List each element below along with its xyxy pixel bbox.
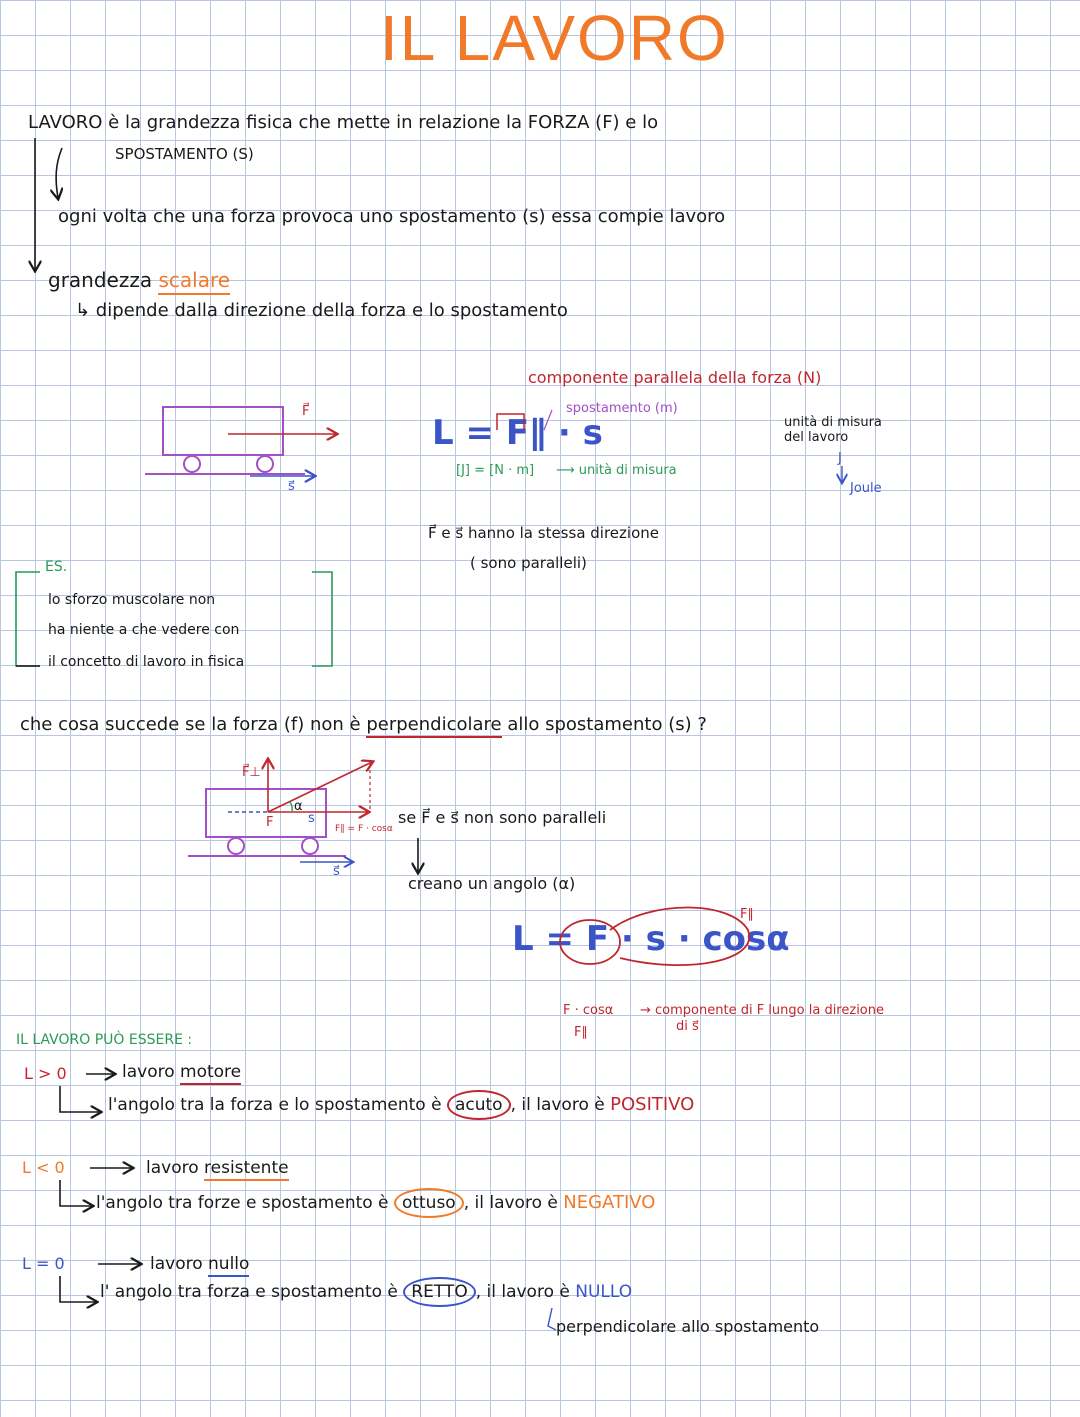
component-bracket: [497, 414, 524, 430]
case-null-angle: RETTO: [403, 1277, 475, 1307]
cart-body: [163, 407, 283, 455]
case-positive-cond: L > 0: [24, 1064, 67, 1083]
diagram-s-label: s: [308, 811, 315, 826]
case-positive-detail-mid: , il lavoro è: [510, 1095, 611, 1115]
formula-loop-small: [560, 920, 620, 964]
case3-extra-pointer: [548, 1308, 556, 1330]
angled-s-label: s⃗: [333, 864, 340, 879]
fpar-under: F∥: [574, 1025, 588, 1040]
case-null-detail-mid: , il lavoro è: [475, 1282, 576, 1302]
angle-note: creano un angolo (α): [408, 874, 576, 893]
angle-arc: [289, 802, 292, 812]
unit-joule: Joule: [850, 481, 882, 496]
page-title: IL LAVORO: [380, 2, 729, 74]
force-displacement-note: ogni volta che una forza provoca uno spostamento (s) essa compie lavoro: [58, 206, 726, 227]
case-null-cond: L = 0: [22, 1254, 65, 1273]
case1-hook: [60, 1086, 100, 1112]
unit-j: J: [838, 451, 842, 466]
case-negative-detail-mid: , il lavoro è: [463, 1193, 564, 1213]
component-label: componente parallela della forza (N): [528, 368, 822, 387]
perp-label: F⃗⊥: [242, 765, 261, 780]
scalar-prefix: grandezza: [48, 268, 159, 292]
work-formula-parallel: L = F∥ · s: [432, 413, 603, 453]
fpar-formula: F∥ = F · cosα: [335, 824, 393, 834]
units-formula: [J] = [N · m]: [456, 463, 535, 478]
case-negative-name-prefix: lavoro: [146, 1158, 205, 1178]
angled-cart-body: [206, 789, 326, 837]
angled-wheel-left: [228, 838, 244, 854]
case3-hook: [60, 1276, 96, 1302]
case-null-result: NULLO: [575, 1282, 633, 1302]
units-arrow: ⟶ unità di misura: [556, 463, 677, 478]
case-positive-name-prefix: lavoro: [122, 1062, 181, 1082]
case-null-extra: perpendicolare allo spostamento: [556, 1317, 820, 1336]
angled-force-arrow: [268, 762, 372, 812]
case-positive-result: POSITIVO: [610, 1094, 695, 1115]
case-negative-angle: ottuso: [394, 1188, 464, 1218]
case-null-detail-prefix: l' angolo tra forza e spostamento è: [100, 1282, 404, 1302]
example-bracket-left: [16, 572, 40, 666]
displacement-pointer: [544, 410, 552, 430]
question-prefix: che cosa succede se la forza (f) non è: [20, 714, 367, 735]
scalar-word: scalare: [158, 268, 230, 295]
displacement-label: spostamento (m): [566, 401, 678, 416]
case-null-name-word: nullo: [208, 1254, 249, 1277]
example-heading: ES.: [45, 559, 68, 575]
diagram-f-label: F: [266, 815, 274, 830]
lavoro-definition-line1: LAVORO è la grandezza fisica che mette in relazione la FORZA (F) e lo: [28, 112, 659, 133]
example-line1: lo sforzo muscolare non: [48, 592, 216, 608]
scalar-note: ↳ dipende dalla direzione della forza e lo spostamento: [75, 300, 568, 321]
parallel-note: ( sono paralleli): [470, 554, 587, 572]
lavoro-definition-line2: SPOSTAMENTO (S): [115, 145, 254, 163]
case-positive-angle: acuto: [447, 1090, 511, 1120]
same-direction-note: F⃗ e s⃗ hanno la stessa direzione: [428, 524, 659, 542]
cart-wheel-left: [184, 456, 200, 472]
example-bracket-right: [312, 572, 332, 666]
case-null-name-prefix: lavoro: [150, 1254, 209, 1274]
not-parallel-note: se F⃗ e s⃗ non sono paralleli: [398, 808, 607, 827]
case-positive-name-word: motore: [180, 1062, 241, 1085]
cases-heading: IL LAVORO PUÒ ESSERE :: [16, 1032, 193, 1048]
case2-hook: [60, 1180, 92, 1206]
fcos-arrow: → componente di F lungo la direzione: [640, 1003, 884, 1018]
case-positive-detail-prefix: l'angolo tra la forza e lo spostamento è: [108, 1095, 447, 1115]
case-negative-detail-prefix: l'angolo tra forze e spostamento è: [96, 1193, 394, 1213]
f-parallel-tag: F∥: [740, 907, 754, 922]
case-negative-cond: L < 0: [22, 1158, 65, 1177]
angled-wheel-right: [302, 838, 318, 854]
question-suffix: allo spostamento (s) ?: [501, 714, 707, 735]
case-negative-result: NEGATIVO: [563, 1192, 656, 1213]
s-label: s⃗: [288, 479, 295, 494]
intro-curved-arrow: [56, 148, 62, 198]
force-label: F⃗: [302, 404, 310, 419]
formula-loop-big: [610, 908, 749, 966]
cart-wheel-right: [257, 456, 273, 472]
fcos-of: di s⃗: [676, 1019, 699, 1034]
unit-title-2: del lavoro: [784, 430, 849, 445]
case-negative-name-word: resistente: [204, 1158, 289, 1181]
example-line2: ha niente a che vedere con: [48, 622, 240, 638]
fcos-label: F · cosα: [563, 1003, 614, 1018]
example-line3: il concetto di lavoro in fisica: [48, 654, 245, 670]
unit-title-1: unità di misura: [784, 415, 882, 430]
alpha-label: α: [294, 799, 303, 814]
question-word: perpendicolare: [366, 714, 501, 738]
work-formula-angle: L = F · s · cosα: [512, 919, 790, 959]
